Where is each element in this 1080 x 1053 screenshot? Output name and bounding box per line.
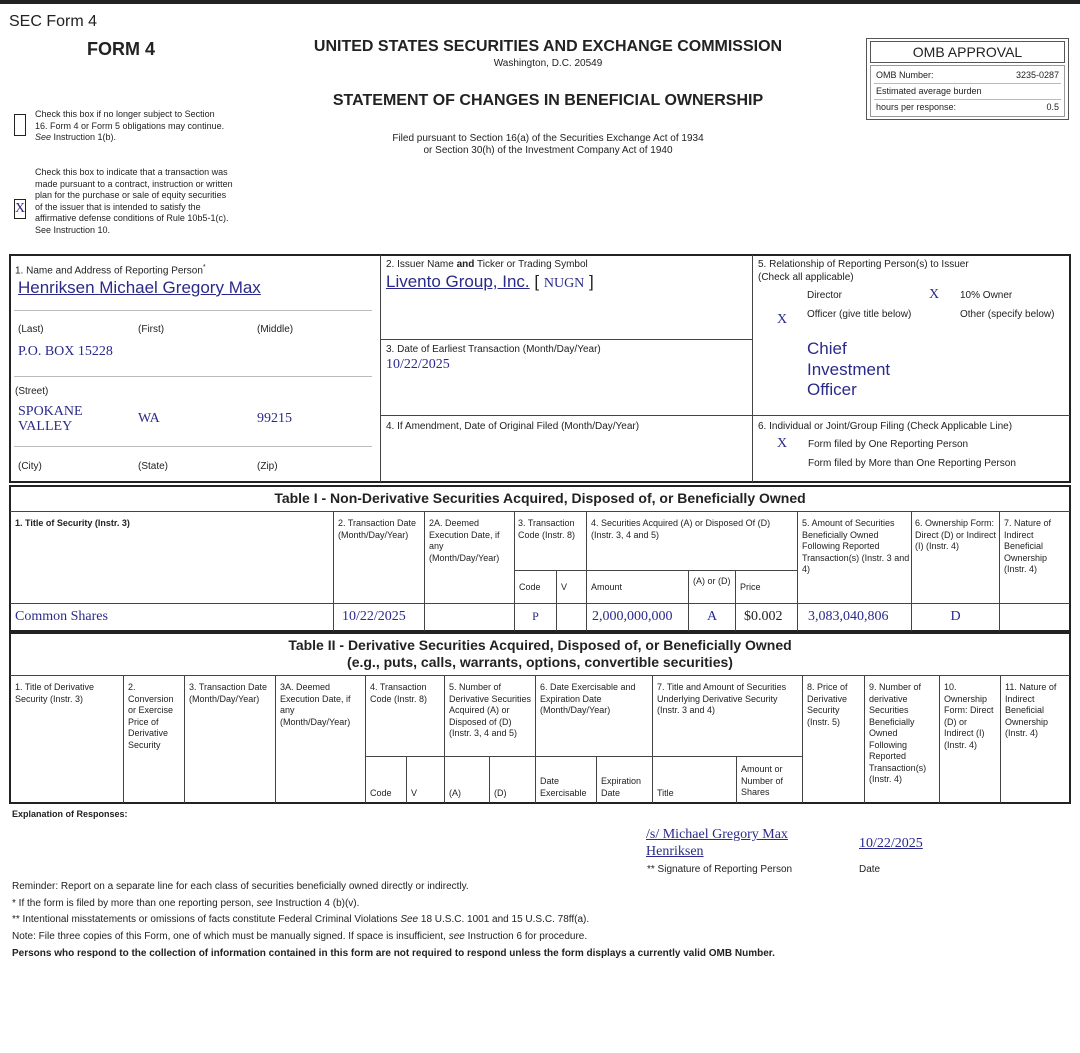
table1-title: Table I - Non-Derivative Securities Acquired, Disposed of, or Beneficially Owned xyxy=(274,490,806,506)
rule10b5-text: Check this box to indicate that a transaction was made pursuant to a contract, instruction or written plan for the purchase or sale of equity securities of the issuer that is intended to satisfy the affirmative defense conditions of Rule 10b5-1(c). See Instruction 10. xyxy=(35,167,233,235)
t2-col6-header: 6. Date Exercisable and Expiration Date (Month/Day/Year) xyxy=(540,682,636,715)
t2-col3-header: 3. Transaction Date (Month/Day/Year) xyxy=(189,682,268,704)
t2-col3a-header: 3A. Deemed Execution Date, if any (Month/Day/Year) xyxy=(280,682,351,727)
city-value: SPOKANE VALLEY xyxy=(18,404,83,434)
t1-col6-header: 6. Ownership Form: Direct (D) or Indirect (I) (Instr. 4) xyxy=(915,518,997,551)
t2-amount-shares-header: Amount or Number of Shares xyxy=(741,764,784,797)
form-number: FORM 4 xyxy=(87,39,156,59)
last-label: (Last) xyxy=(18,324,44,335)
reminder-note: Reminder: Report on a separate line for each class of securities beneficially owned directly or indirectly. xyxy=(12,881,469,892)
t2-code-header: Code xyxy=(370,788,392,798)
omb-title: OMB APPROVAL xyxy=(870,41,1065,63)
t1-row-form: D xyxy=(950,609,961,624)
officer-title: Chief Investment Officer xyxy=(807,339,891,399)
one-person-label: Form filed by One Reporting Person xyxy=(808,439,969,450)
omb-approval-box xyxy=(866,38,1069,120)
omb-hours-label: hours per response: xyxy=(876,102,957,112)
reporting-person-name[interactable]: Henriksen Michael Gregory Max xyxy=(18,278,261,297)
t1-row-code: P xyxy=(532,609,539,623)
signature-label: ** Signature of Reporting Person xyxy=(647,864,793,875)
officer-mark: X xyxy=(777,312,788,327)
t2-col1-header: 1. Title of Derivative Security (Instr. 3) xyxy=(15,682,95,704)
zip-label: (Zip) xyxy=(257,461,278,472)
ten-percent-owner-mark: X xyxy=(929,287,940,302)
t1-row-aord: A xyxy=(706,609,718,624)
t2-exercisable-header: Date Exercisable xyxy=(540,776,587,798)
one-person-mark: X xyxy=(777,436,788,451)
t2-col7-header: 7. Title and Amount of Securities Underlying Derivative Security (Instr. 3 and 4) xyxy=(657,682,787,715)
officer-label: Officer (give title below) xyxy=(807,309,912,320)
t2-v-header: V xyxy=(411,788,418,798)
t1-row-owned: 3,083,040,806 xyxy=(808,609,889,624)
t1-col2a-header: 2A. Deemed Execution Date, if any (Month/Day/Year) xyxy=(429,518,500,563)
t2-a-header: (A) xyxy=(449,788,461,798)
zip-value: 99215 xyxy=(257,411,292,426)
t1-col4-header: 4. Securities Acquired (A) or Disposed Of (D) (Instr. 3, 4 and 5) xyxy=(591,518,771,540)
box2-label: 2. Issuer Name and Ticker or Trading Symbol xyxy=(386,259,588,270)
t2-col10-header: 10. Ownership Form: Direct (D) or Indirect (I) (Instr. 4) xyxy=(944,682,994,750)
street-value: P.O. BOX 15228 xyxy=(18,344,113,359)
other-label: Other (specify below) xyxy=(960,309,1055,320)
t1-v-header: V xyxy=(561,582,568,592)
t1-aord-header: (A) or (D) xyxy=(693,576,731,586)
filed-pursuant-line-2: or Section 30(h) of the Investment Company Act of 1940 xyxy=(423,145,673,156)
box4-label: 4. If Amendment, Date of Original Filed (Month/Day/Year) xyxy=(386,421,640,432)
t1-code-header: Code xyxy=(519,582,541,592)
issuer-line: Livento Group, Inc. [ NUGN ] xyxy=(386,272,594,291)
omb-details xyxy=(870,65,1065,117)
signature-date: 10/22/2025 xyxy=(859,836,923,851)
omb-number-label: OMB Number: xyxy=(876,70,934,80)
box1-label: 1. Name and Address of Reporting Person* xyxy=(15,264,206,277)
t1-row-title: Common Shares xyxy=(15,609,108,624)
ten-percent-owner-label: 10% Owner xyxy=(960,290,1013,301)
t2-expiration-header: Expiration Date xyxy=(601,776,642,798)
t2-col9-header: 9. Number of derivative Securities Beneficially Owned Following Reported Transaction(s) (Instr. 4) xyxy=(869,682,927,784)
t2-col4-header: 4. Transaction Code (Instr. 8) xyxy=(370,682,428,704)
box6-label: 6. Individual or Joint/Group Filing (Check Applicable Line) xyxy=(758,421,1013,432)
filed-pursuant-line-1: Filed pursuant to Section 16(a) of the Securities Exchange Act of 1934 xyxy=(392,133,704,144)
t1-row-date: 10/22/2025 xyxy=(342,609,406,624)
criminal-violation-note: ** Intentional misstatements or omissions of facts constitute Federal Criminal Violations See 18 U.S.C. 1001 and 15 U.S.C. 78ff(a). xyxy=(12,914,590,925)
more-person-label: Form filed by More than One Reporting Person xyxy=(808,458,1016,469)
rule10b5-check-mark: X xyxy=(15,201,26,216)
t1-col2-header: 2. Transaction Date (Month/Day/Year) xyxy=(338,518,417,540)
box5-sublabel: (Check all applicable) xyxy=(758,272,854,283)
box5-label: 5. Relationship of Reporting Person(s) to Issuer xyxy=(758,259,969,270)
first-label: (First) xyxy=(138,324,165,335)
t2-col11-header: 11. Nature of Indirect Beneficial Ownership (Instr. 4) xyxy=(1005,682,1057,738)
t1-amount-header: Amount xyxy=(591,582,623,592)
t2-col2-header: 2. Conversion or Exercise Price of Derivative Security xyxy=(128,682,174,750)
state-value: WA xyxy=(138,411,160,426)
rule10b5-checkbox[interactable] xyxy=(14,199,26,219)
omb-hours-value: 0.5 xyxy=(1046,102,1059,112)
multiple-filer-note: * If the form is filed by more than one reporting person, see Instruction 4 (b)(v). xyxy=(12,898,360,909)
t1-col1-header: 1. Title of Security (Instr. 3) xyxy=(15,518,130,528)
table2-title: Table II - Derivative Securities Acquired, Disposed of, or Beneficially Owned xyxy=(288,637,792,653)
section16-text: Check this box if no longer subject to Section 16. Form 4 or Form 5 obligations may continue. See Instruction 1(b). xyxy=(35,109,225,142)
state-label: (State) xyxy=(138,461,169,472)
earliest-transaction-date: 10/22/2025 xyxy=(386,357,450,372)
street-label: (Street) xyxy=(15,386,49,397)
signature-value: /s/ Michael Gregory Max Henriksen xyxy=(646,827,788,859)
t2-title-header: Title xyxy=(657,788,674,798)
agency-location: Washington, D.C. 20549 xyxy=(493,58,603,69)
t1-row-price: $0.002 xyxy=(744,609,783,624)
t2-d-header: (D) xyxy=(494,788,507,798)
omb-burden-label: Estimated average burden xyxy=(876,86,982,96)
omb-persons-note: Persons who respond to the collection of information contained in this form are not required to respond unless the form displays a currently valid OMB Number. xyxy=(12,948,775,959)
middle-label: (Middle) xyxy=(257,324,294,335)
ticker-symbol: NUGN xyxy=(543,276,585,291)
city-label: (City) xyxy=(18,461,42,472)
t2-col5-header: 5. Number of Derivative Securities Acquired (A) or Disposed of (D) (Instr. 3, 4 and 5) xyxy=(449,682,532,738)
t1-col3-header: 3. Transaction Code (Instr. 8) xyxy=(518,518,576,540)
t1-price-header: Price xyxy=(740,582,761,592)
explanation-label: Explanation of Responses: xyxy=(12,809,128,819)
section16-checkbox[interactable] xyxy=(14,114,26,136)
box3-label: 3. Date of Earliest Transaction (Month/Day/Year) xyxy=(386,344,601,355)
t1-col5-header: 5. Amount of Securities Beneficially Owned Following Reported Transaction(s) (Instr. 3 and 4) xyxy=(802,518,910,574)
table2-subtitle: (e.g., puts, calls, warrants, options, convertible securities) xyxy=(347,654,733,670)
agency-title: UNITED STATES SECURITIES AND EXCHANGE COMMISSION xyxy=(313,38,783,55)
statement-title: STATEMENT OF CHANGES IN BENEFICIAL OWNERSHIP xyxy=(332,92,764,109)
date-label: Date xyxy=(859,864,881,875)
t1-col7-header: 7. Nature of Indirect Beneficial Ownership (Instr. 4) xyxy=(1004,518,1052,574)
file-copies-note: Note: File three copies of this Form, one of which must be manually signed. If space is insufficient, see Instruction 6 for procedure. xyxy=(12,931,588,942)
omb-number-value: 3235-0287 xyxy=(1015,70,1059,80)
director-label: Director xyxy=(807,290,843,301)
issuer-name-link[interactable]: Livento Group, Inc. xyxy=(386,272,530,291)
t2-col8-header: 8. Price of Derivative Security (Instr. 5) xyxy=(807,682,848,727)
sec-form-label: SEC Form 4 xyxy=(9,13,98,30)
t1-row-amount: 2,000,000,000 xyxy=(592,609,673,624)
top-rule xyxy=(0,0,1080,4)
